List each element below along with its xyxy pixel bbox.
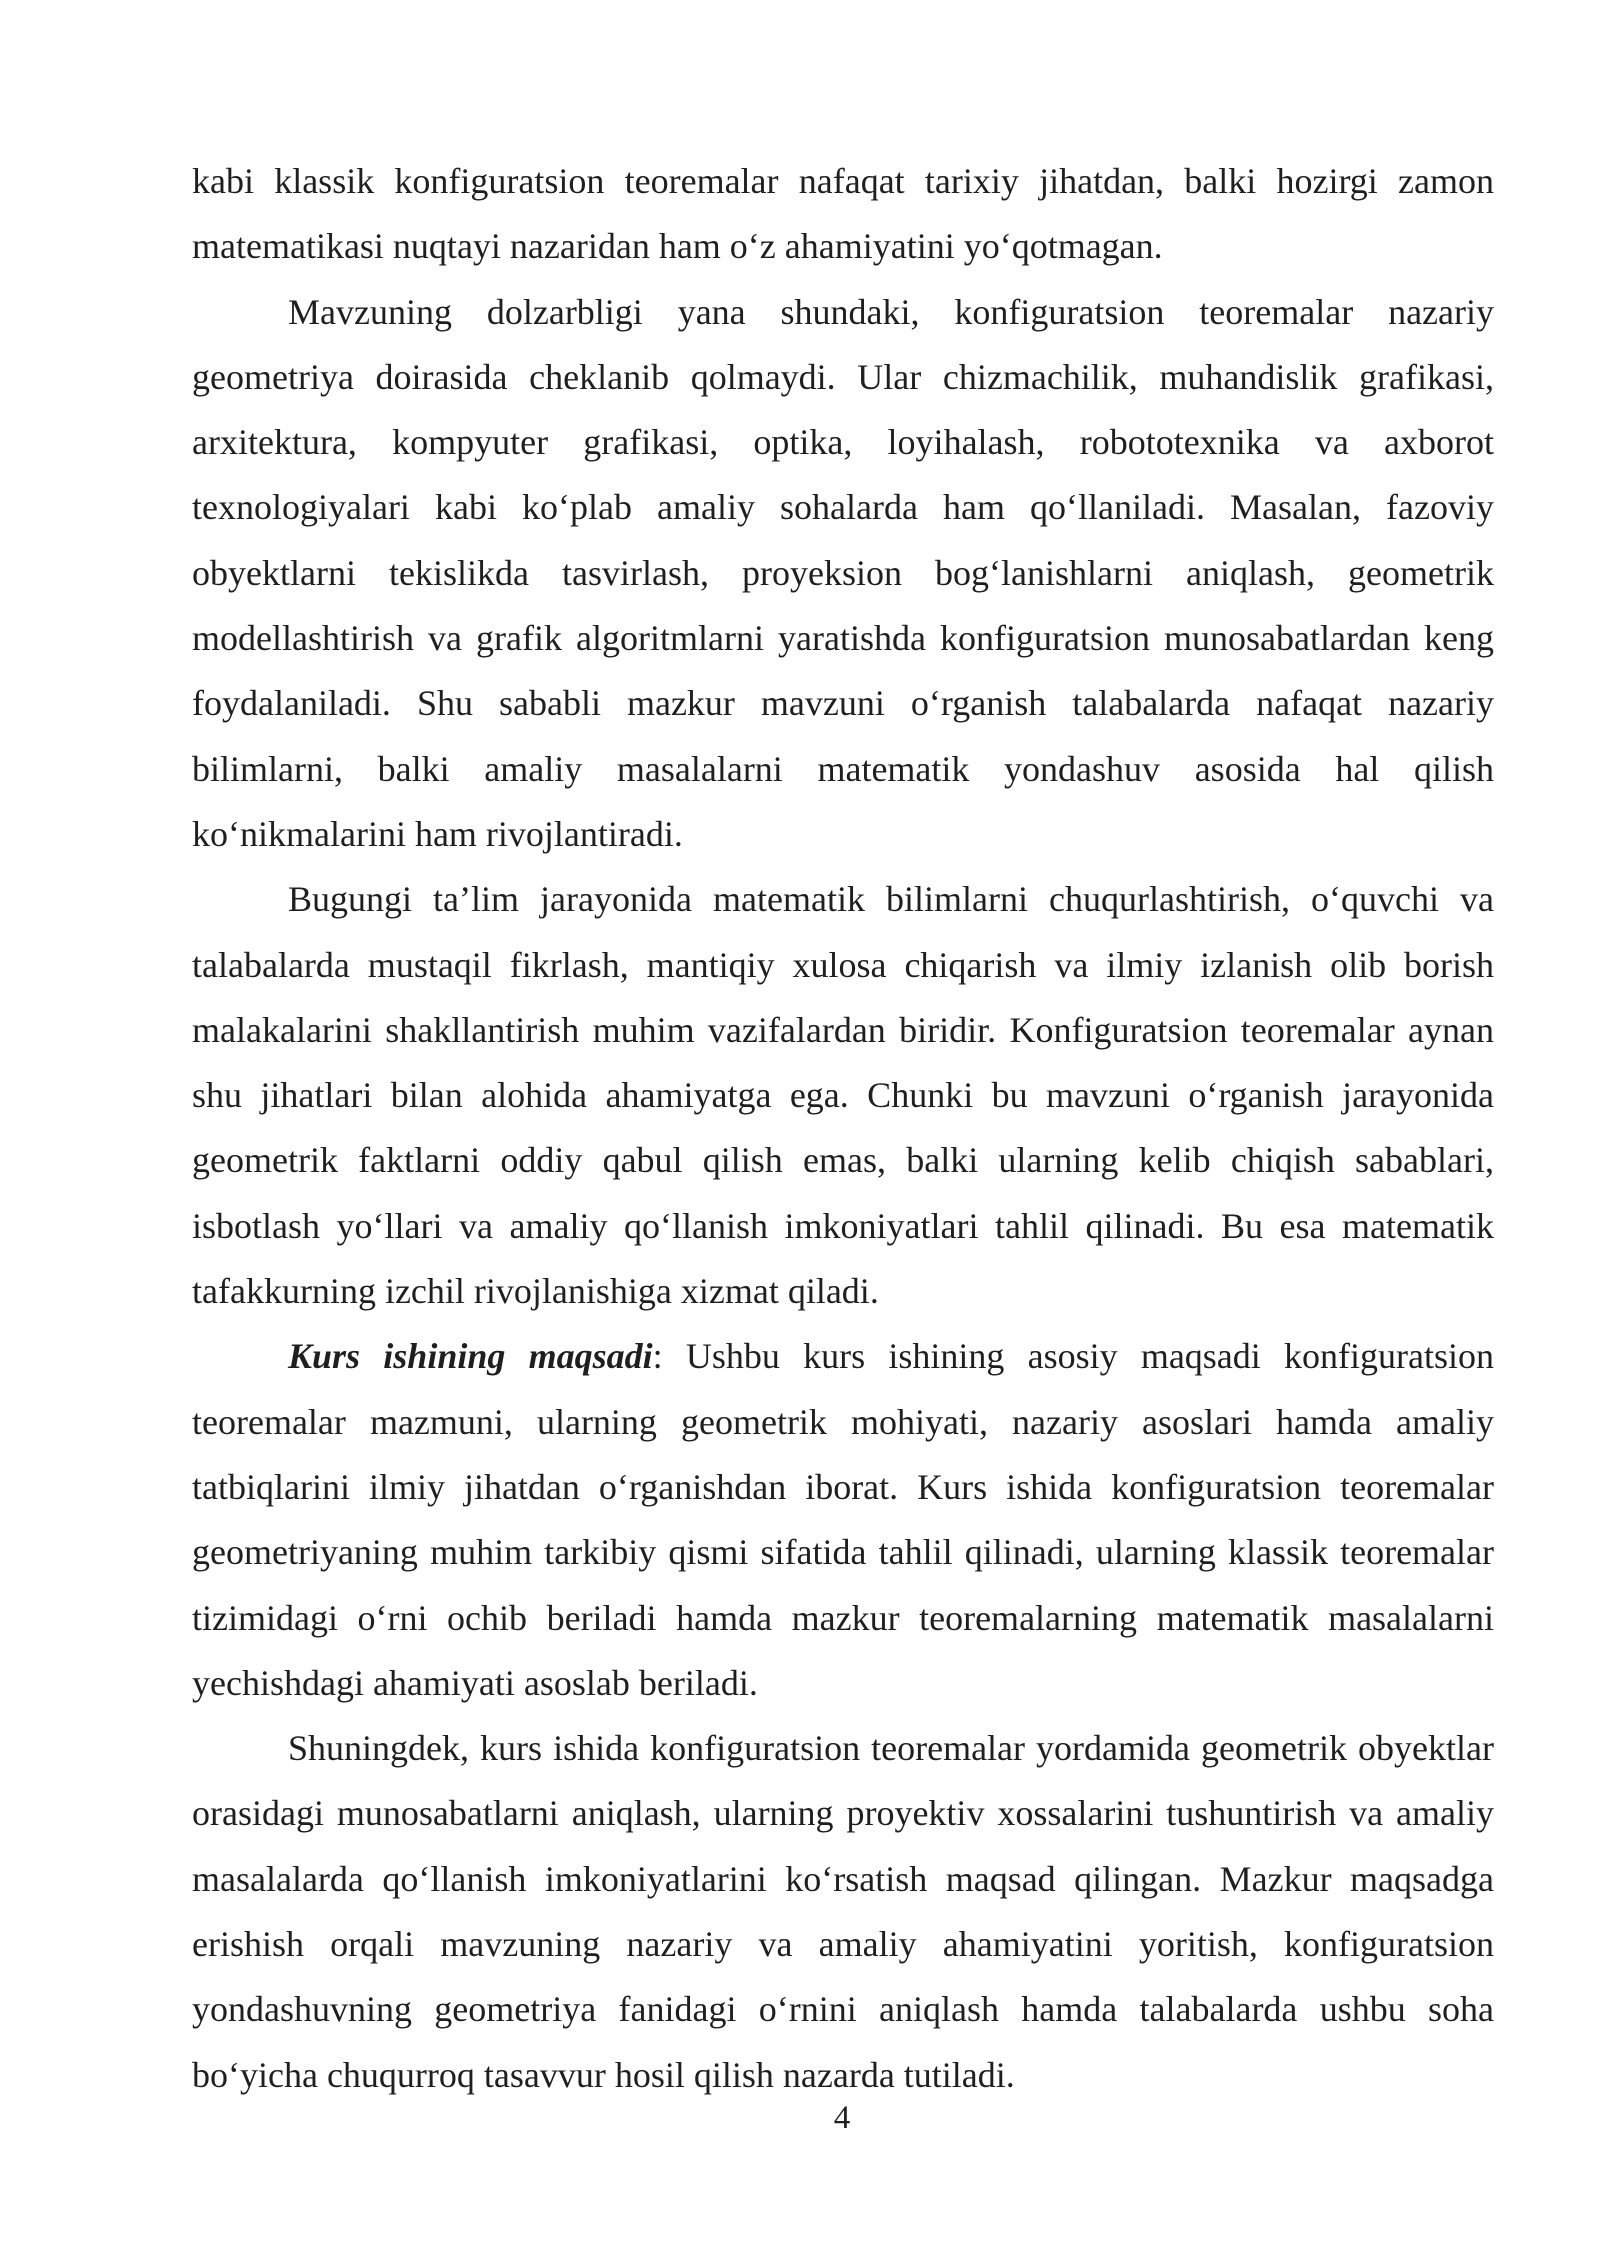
paragraph-education: Bugungi ta’lim jarayonida matematik bilimlarni chuqurlashtirish, o‘quvchi va talabalarda mustaqil fikrlash, mantiqiy xulosa chiqarish va ilmiy izlanish olib borish malakalarini shakllantirish muhim vazifalardan biridir. Konfiguratsion teoremalar aynan shu jihatlari bilan alohida ahamiyatga ega. Chunki bu mavzuni o‘rganish jarayonida geometrik faktlarni oddiy qabul qilish emas, balki ularning kelib chiqish sabablari, isbotlash yo‘llari va amaliy qo‘llanish imkoniyatlari tahlil qilinadi. Bu esa matematik tafakkurning izchil rivojlanishiga xizmat qiladi.	[192, 879, 1494, 1312]
aim-heading: Kurs ishining maqsadi	[288, 1336, 653, 1377]
document-body	[192, 149, 1494, 2108]
paragraph-additional-aim: Shuningdek, kurs ishida konfiguratsion teoremalar yordamida geometrik obyektlar orasidagi munosabatlarni aniqlash, ularning proyektiv xossalarini tushuntirish va amaliy masalalarda qo‘llanish imkoniyatlarini ko‘rsatish maqsad qilingan. Mazkur maqsadga erishish orqali mavzuning nazariy va amaliy ahamiyatini yoritish, konfiguratsion yondashuvning geometriya fanidagi o‘rnini aniqlash hamda talabalarda ushbu soha bo‘yicha chuqurroq tasavvur hosil qilish nazarda tutiladi.	[192, 1728, 1494, 2095]
paragraph-relevance: Mavzuning dolzarbligi yana shundaki, konfiguratsion teoremalar nazariy geometriya doirasida cheklanib qolmaydi. Ular chizmachilik, muhandislik grafikasi, arxitektura, kompyuter grafikasi, optika, loyihalash, robototexnika va axborot texnologiyalari kabi ko‘plab amaliy sohalarda ham qo‘llaniladi. Masalan, fazoviy obyektlarni tekislikda tasvirlash, proyeksion bog‘lanishlarni aniqlash, geometrik modellashtirish va grafik algoritmlarni yaratishda konfiguratsion munosabatlardan keng foydalaniladi. Shu sababli mazkur mavzuni o‘rganish talabalarda nafaqat nazariy bilimlarni, balki amaliy masalalarni matematik yondashuv asosida hal qilish ko‘nikmalarini ham rivojlantiradi.	[192, 291, 1494, 854]
paragraph-aim	[192, 1324, 1494, 1716]
paragraph-continuation: kabi klassik konfiguratsion teoremalar nafaqat tarixiy jihatdan, balki hozirgi zamon matematikasi nuqtayi nazaridan ham o‘z ahamiyatini yo‘qotmagan.	[192, 161, 1494, 267]
page-number: 4	[833, 2100, 851, 2136]
aim-text: : Ushbu kurs ishining asosiy maqsadi konfiguratsion teoremalar mazmuni, ularning geometrik mohiyati, nazariy asoslari hamda amaliy tatbiqlarini ilmiy jihatdan o‘rganishdan iborat. Kurs ishida konfiguratsion teoremalar geometriyaning muhim tarkibiy qismi sifatida tahlil qilinadi, ularning klassik teoremalar tizimidagi o‘rni ochib beriladi hamda mazkur teoremalarning matematik masalalarni yechishdagi ahamiyati asoslab beriladi.	[192, 1336, 1494, 1703]
